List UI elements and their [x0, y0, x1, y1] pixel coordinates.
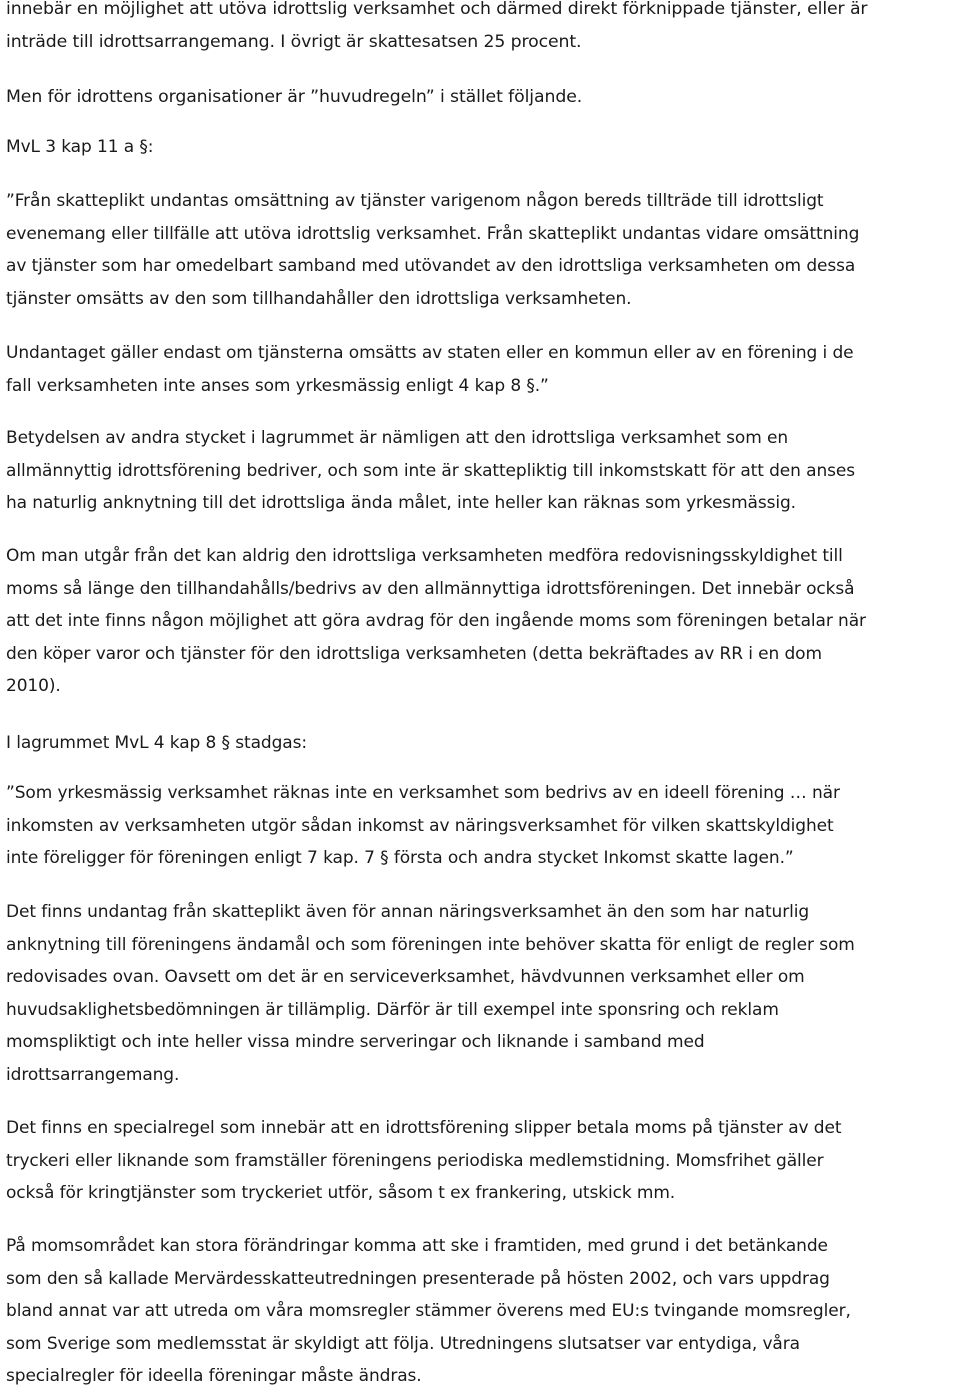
text-line: allmännyttig idrottsförening bedriver, och som inte är skattepliktig till inkomstskatt för att den anses: [6, 460, 856, 481]
paragraph: [6, 422, 956, 520]
text-line: Betydelsen av andra stycket i lagrummet är nämligen att den idrottsliga verksamhet som en: [6, 428, 788, 448]
paragraph: [6, 540, 956, 703]
text-line: I lagrummet MvL 4 kap 8 § stadgas:: [6, 733, 307, 753]
text-line: innebär en möjlighet att utöva idrottslig verksamhet och därmed direkt förknippade tjänster, eller är: [6, 0, 868, 19]
text-line: fall verksamheten inte anses som yrkesmässig enligt 4 kap 8 §.”: [6, 375, 549, 396]
text-line: ”Som yrkesmässig verksamhet räknas inte en verksamhet som bedrivs av en ideell förening … när: [6, 783, 840, 803]
text-line: inte föreligger för föreningen enligt 7 kap. 7 § första och andra stycket Inkomst skatte lagen.”: [6, 848, 794, 868]
text-line: att det inte finns någon möjlighet att göra avdrag för den ingående moms som föreningen betalar när: [6, 611, 866, 631]
quoted-law-text: [6, 337, 956, 402]
text-line: MvL 3 kap 11 a §:: [6, 137, 154, 157]
text-line: tjänster omsätts av den som tillhandahåller den idrottsliga verksamheten.: [6, 288, 632, 309]
text-line: också för kringtjänster som tryckeriet utför, såsom t ex frankering, utskick mm.: [6, 1183, 676, 1203]
text-line: Men för idrottens organisationer är ”huvudregeln” i stället följande.: [6, 87, 583, 107]
text-line: specialregler för ideella föreningar måste ändras.: [6, 1366, 422, 1386]
text-line: momspliktigt och inte heller vissa mindre serveringar och liknande i samband med: [6, 1032, 705, 1052]
text-line: 2010).: [6, 676, 61, 696]
paragraph: [6, 896, 956, 1091]
quoted-law-text: [6, 777, 956, 875]
text-line: som den så kallade Mervärdesskatteutredningen presenterade på hösten 2002, och vars uppdrag: [6, 1268, 830, 1289]
section-reference: [6, 727, 956, 760]
text-line: inkomsten av verksamheten utgör sådan inkomst av näringsverksamhet för vilken skattskyldighet: [6, 815, 834, 836]
text-line: evenemang eller tillfälle att utöva idrottslig verksamhet. Från skatteplikt undantas vidare omsättning: [6, 223, 860, 244]
text-line: tryckeri eller liknande som framställer föreningens periodiska medlemstidning. Momsfrihet gäller: [6, 1150, 824, 1171]
text-line: av tjänster som har omedelbart samband med utövandet av den idrottsliga verksamheten om dessa: [6, 256, 856, 276]
text-line: På momsområdet kan stora förändringar komma att ske i framtiden, med grund i det betänkande: [6, 1236, 828, 1256]
text-line: idrottsarrangemang.: [6, 1064, 180, 1085]
text-line: inträde till idrottsarrangemang. I övrigt är skattesatsen 25 procent.: [6, 31, 582, 52]
section-reference: [6, 131, 956, 164]
text-line: ha naturlig anknytning till det idrottsliga ända målet, inte heller kan räknas som yrkesmässig.: [6, 493, 796, 513]
text-line: den köper varor och tjänster för den idrottsliga verksamheten (detta bekräftades av RR i en dom: [6, 643, 822, 664]
text-line: ”Från skatteplikt undantas omsättning av tjänster varigenom någon bereds tillträde till idrottsligt: [6, 191, 824, 211]
paragraph: [6, 1230, 956, 1393]
text-line: redovisades ovan. Oavsett om det är en serviceverksamhet, hävdvunnen verksamhet eller om: [6, 967, 805, 987]
quoted-law-text: [6, 185, 956, 315]
text-line: som Sverige som medlemsstat är skyldigt att följa. Utredningens slutsatser var entydiga, våra: [6, 1333, 800, 1354]
paragraph: [6, 0, 956, 58]
text-line: Om man utgår från det kan aldrig den idrottsliga verksamheten medföra redovisningsskyldighet till: [6, 546, 843, 566]
text-line: Det finns en specialregel som innebär att en idrottsförening slipper betala moms på tjänster av det: [6, 1118, 842, 1138]
text-line: bland annat var att utreda om våra momsregler stämmer överens med EU:s tvingande momsregler,: [6, 1301, 851, 1321]
text-line: huvudsaklighetsbedömningen är tillämplig. Därför är till exempel inte sponsring och reklam: [6, 999, 779, 1020]
text-line: anknytning till föreningens ändamål och som föreningen inte behöver skatta för enligt de regler som: [6, 934, 855, 955]
text-line: moms så länge den tillhandahålls/bedrivs av den allmännyttiga idrottsföreningen. Det innebär också: [6, 578, 855, 599]
paragraph: [6, 81, 956, 114]
text-line: Undantaget gäller endast om tjänsterna omsätts av staten eller en kommun eller av en förening i de: [6, 343, 854, 363]
paragraph: [6, 1112, 956, 1210]
text-line: Det finns undantag från skatteplikt även för annan näringsverksamhet än den som har naturlig: [6, 902, 810, 922]
